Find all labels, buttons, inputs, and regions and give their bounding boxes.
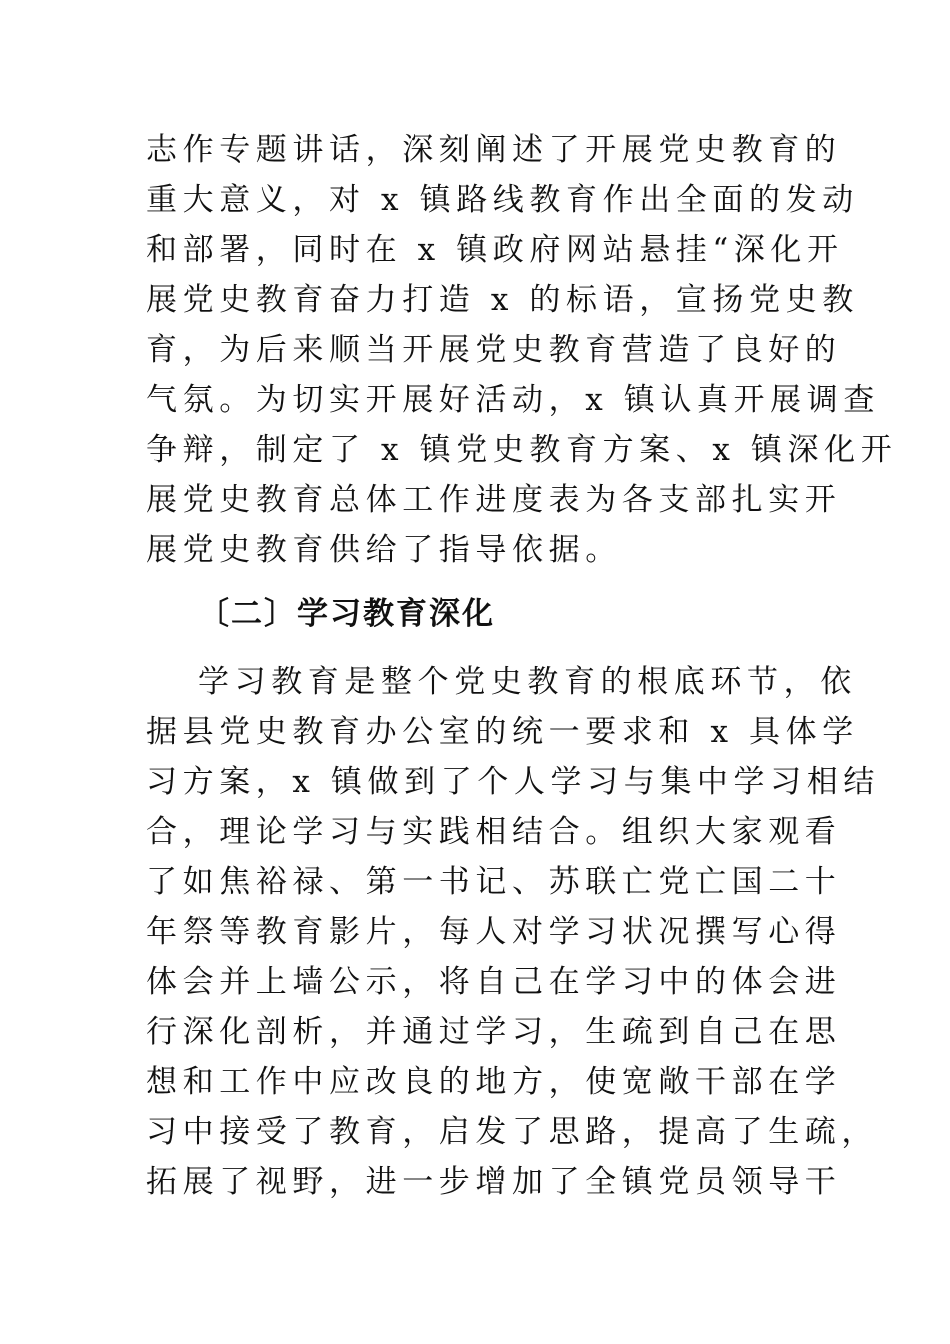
paragraph-line: 拓展了视野，进一步增加了全镇党员领导干 [146, 1164, 842, 1200]
paragraph-line: 争辩，制定了 x 镇党史教育方案、x 镇深化开 [146, 432, 898, 468]
paragraph-line: 学习教育是整个党史教育的根底环节，依 [198, 664, 857, 700]
paragraph-line: 和部署，同时在 x 镇政府网站悬挂“深化开 [146, 232, 844, 268]
paragraph-line: 展党史教育总体工作进度表为各支部扎实开 [146, 482, 842, 518]
paragraph-line: 重大意义，对 x 镇路线教育作出全面的发动 [146, 182, 859, 218]
paragraph-line: 年祭等教育影片，每人对学习状况撰写心得 [146, 914, 842, 950]
paragraph-line: 想和工作中应改良的地方，使宽敞干部在学 [146, 1064, 842, 1100]
paragraph-line: 气氛。为切实开展好活动，x 镇认真开展调查 [146, 382, 880, 418]
paragraph-line: 展党史教育供给了指导依据。 [146, 532, 622, 568]
paragraph-line: 据县党史教育办公室的统一要求和 x 具体学 [146, 714, 859, 750]
paragraph-line: 习方案，x 镇做到了个人学习与集中学习相结 [146, 764, 880, 800]
paragraph-line: 志作专题讲话，深刻阐述了开展党史教育的 [146, 132, 842, 168]
paragraph-line: 合，理论学习与实践相结合。组织大家观看 [146, 814, 842, 850]
paragraph-line: 了如焦裕禄、第一书记、苏联亡党亡国二十 [146, 864, 842, 900]
paragraph-line: 展党史教育奋力打造 x 的标语，宣扬党史教 [146, 282, 859, 318]
paragraph-line: 体会并上墙公示，将自己在学习中的体会进 [146, 964, 842, 1000]
paragraph-line: 行深化剖析，并通过学习，生疏到自己在思 [146, 1014, 842, 1050]
paragraph-line: 习中接受了教育，启发了思路，提高了生疏， [146, 1114, 878, 1150]
paragraph-line: 育，为后来顺当开展党史教育营造了良好的 [146, 332, 842, 368]
section-heading: 〔二〕学习教育深化 [198, 596, 495, 632]
